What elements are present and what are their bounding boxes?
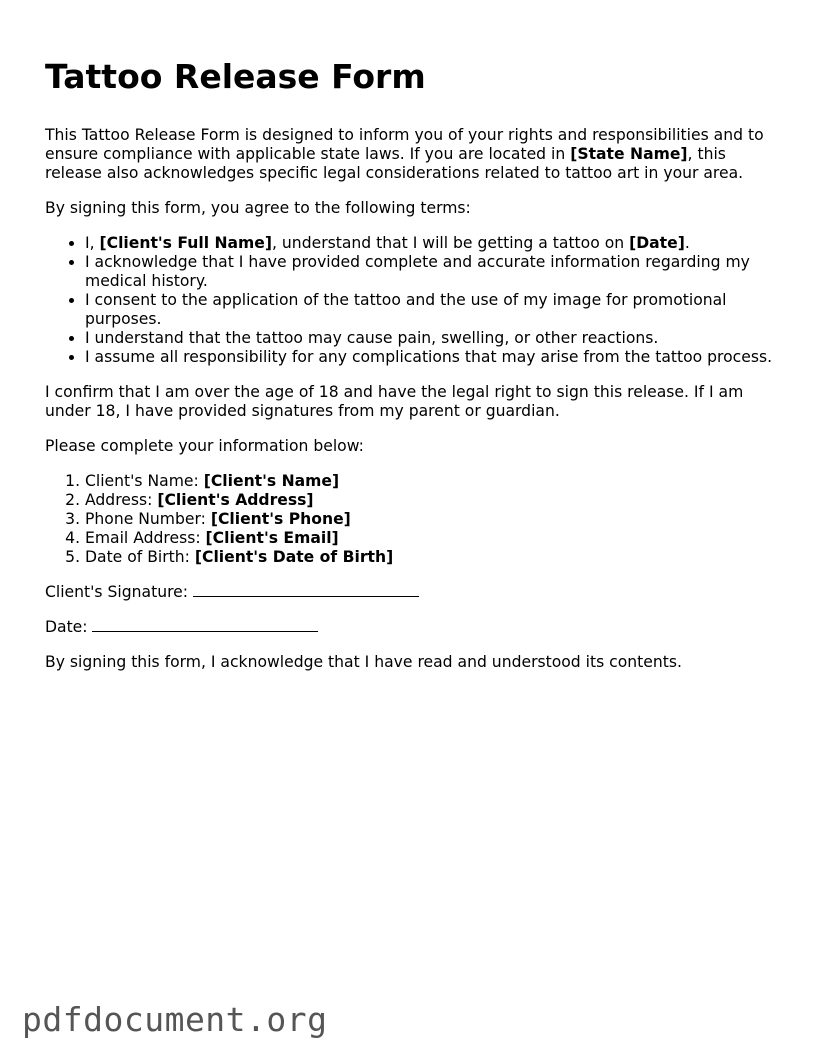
term-item: • I understand that the tattoo may cause pain, swelling, or other reactions.	[85, 329, 785, 348]
watermark: pdfdocument.org	[22, 1000, 328, 1039]
page-title: Tattoo Release Form	[45, 57, 426, 96]
info-label: Client's Name:	[85, 472, 204, 490]
client-full-name-placeholder: [Client's Full Name]	[99, 234, 273, 252]
info-label: Date of Birth:	[85, 548, 195, 566]
state-name-placeholder: [State Name]	[570, 145, 688, 163]
intro-text-before: This Tattoo Release Form is designed to inform you of your rights and responsibilities and to ensure compliance with applicable state laws. If you are located in	[45, 126, 764, 163]
info-label: Email Address:	[85, 529, 206, 547]
signature-row	[45, 583, 785, 602]
info-value: [Client's Phone]	[210, 510, 351, 528]
info-value: [Client's Address]	[157, 491, 314, 509]
info-item	[85, 529, 785, 548]
info-list	[45, 472, 785, 567]
term-item: • I assume all responsibility for any complications that may arise from the tattoo process.	[85, 348, 785, 367]
date-placeholder: [Date]	[629, 234, 685, 252]
info-label: Phone Number:	[85, 510, 211, 528]
info-intro: Please complete your information below:	[45, 437, 364, 455]
intro-text-after: , this release also acknowledges specific legal considerations related to tattoo art in your area.	[45, 145, 744, 182]
date-line[interactable]	[92, 618, 318, 632]
age-confirmation: I confirm that I am over the age of 18 and have the legal right to sign this release. If I am under 18, I have provided signatures from my parent or guardian.	[45, 383, 744, 420]
date-label: Date:	[45, 618, 93, 636]
info-value: [Client's Name]	[203, 472, 340, 490]
term-text: .	[684, 234, 690, 252]
term-item: • I acknowledge that I have provided complete and accurate information regarding my medical history.	[85, 253, 785, 291]
intro-paragraph	[45, 126, 785, 183]
info-item	[85, 548, 785, 567]
term-item: • I consent to the application of the tattoo and the use of my image for promotional purposes.	[85, 291, 785, 329]
info-item	[85, 491, 785, 510]
info-item	[85, 472, 785, 491]
date-row	[45, 618, 785, 637]
terms-intro: By signing this form, you agree to the following terms:	[45, 199, 471, 217]
signature-label: Client's Signature:	[45, 583, 193, 601]
term-text: I,	[85, 234, 100, 252]
closing-statement: By signing this form, I acknowledge that I have read and understood its contents.	[45, 653, 682, 671]
info-item	[85, 510, 785, 529]
term-text: , understand that I will be getting a tattoo on	[272, 234, 630, 252]
signature-line[interactable]	[193, 583, 419, 597]
terms-list	[45, 234, 785, 367]
info-label: Address:	[85, 491, 158, 509]
info-value: [Client's Date of Birth]	[194, 548, 394, 566]
info-value: [Client's Email]	[205, 529, 339, 547]
document-page	[45, 55, 785, 688]
term-item	[85, 234, 785, 253]
